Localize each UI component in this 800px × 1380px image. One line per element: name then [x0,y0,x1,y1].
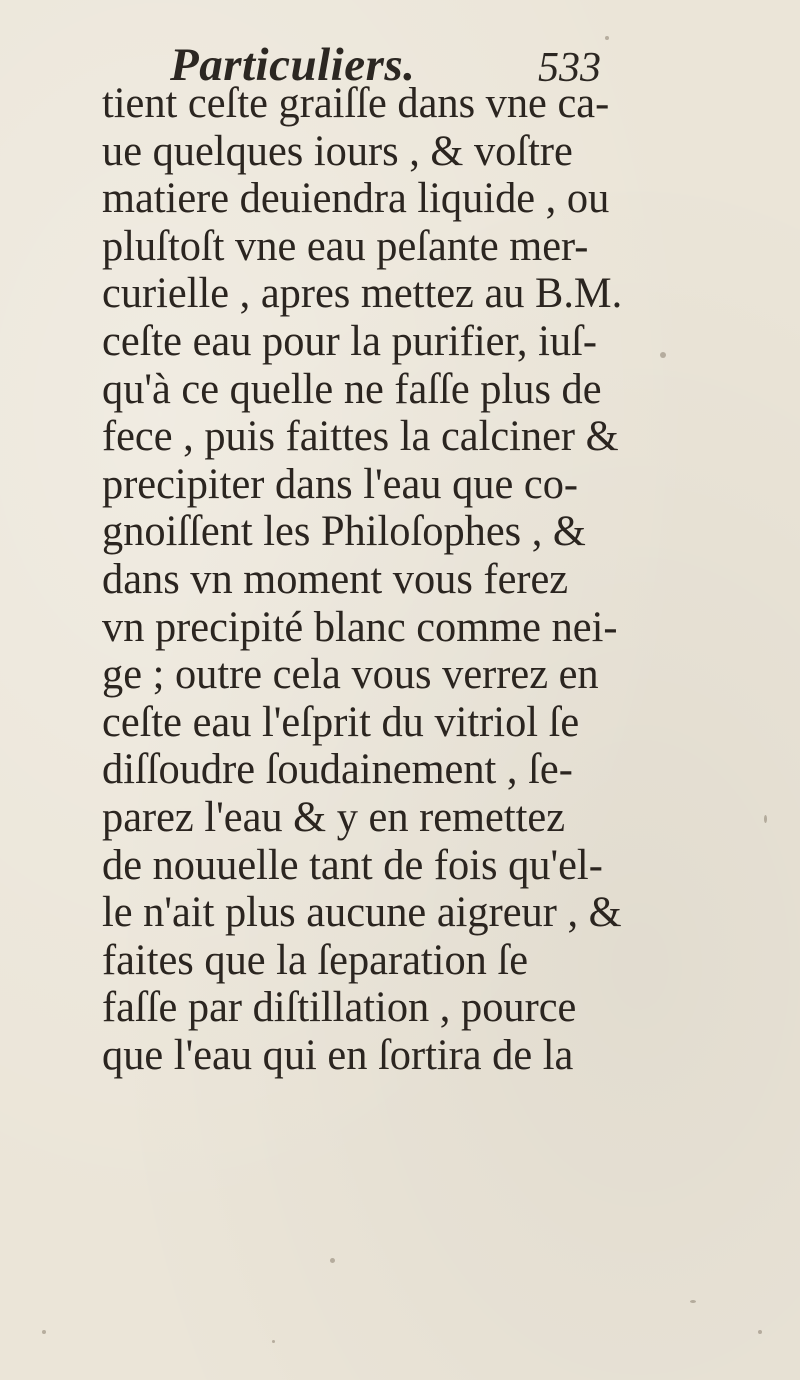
text-line: parez l'eau & y en remettez [102,793,566,841]
text-line: faites que la ſeparation ſe [102,936,529,984]
text-line: ge ; outre cela vous verrez en [102,651,599,699]
paper-speck [42,1330,46,1334]
body-text [102,80,800,1079]
text-line: curielle , apres mettez au B.M. [102,270,623,318]
text-line: matiere deuiendra liquide , ou [102,175,610,223]
text-line: que l'eau qui en ſortira de la [102,1031,574,1079]
text-line: tient ceſte graiſſe dans vne ca- [102,80,610,127]
paper-speck [330,1258,335,1263]
text-line: ue quelques iours , & voſtre [102,127,573,175]
page-number: 533 [538,45,601,91]
text-line: dans vn moment vous ferez [102,555,569,603]
text-line: gnoiſſent les Philoſophes , & [102,508,586,556]
text-line: ceſte eau l'eſprit du vitriol ſe [102,698,580,746]
text-line: de nouuelle tant de fois qu'el- [102,841,603,889]
text-line: faſſe par diſtillation , pource [102,984,577,1032]
paper-speck [272,1340,275,1343]
paper-speck [690,1300,696,1303]
text-line: pluſtoſt vne eau peſante mer- [102,222,589,270]
text-line: vn precipité blanc comme nei- [102,603,618,651]
paper-speck [758,1330,762,1334]
running-head: Particuliers. [170,39,416,91]
text-line: precipiter dans l'eau que co- [102,460,579,508]
text-line: diſſoudre ſoudainement , ſe- [102,746,573,794]
text-line: ceſte eau pour la purifier, iuſ- [102,317,597,365]
text-line: le n'ait plus aucune aigreur , & [102,889,622,937]
text-line: fece , puis faittes la calciner & [102,413,619,461]
text-line: qu'à ce quelle ne faſſe plus de [102,365,602,413]
